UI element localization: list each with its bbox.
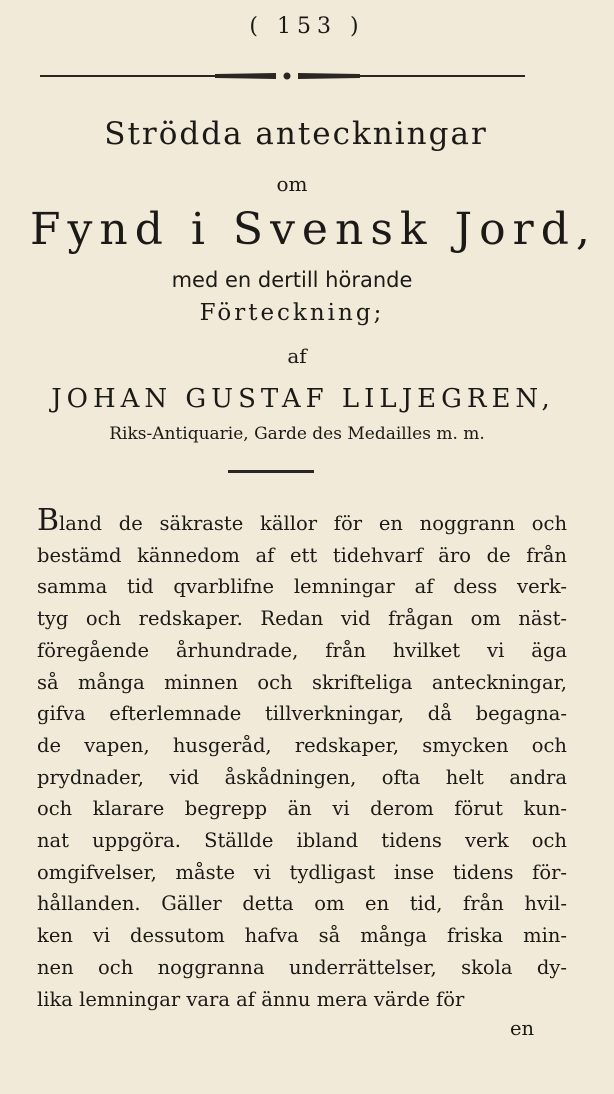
body-line: ken vi dessutom hafva så många friska min- <box>37 924 567 948</box>
catchword: en <box>510 1017 535 1040</box>
subtitle: med en dertill hörande <box>171 268 413 292</box>
decorative-rule <box>40 66 530 86</box>
title-om: om <box>276 172 308 196</box>
first-line-text: land de säkraste källor för en noggrann och <box>59 512 567 535</box>
body-line: föregående århundrade, från hvilket vi äga <box>37 638 567 662</box>
page-number: ( 153 ) <box>249 14 365 39</box>
body-line: så många minnen och skrifteliga anteckningar, <box>37 670 567 694</box>
author-name: JOHAN GUSTAF LILJEGREN, <box>51 384 555 414</box>
body-line: lika lemningar vara af ännu mera värde för <box>37 987 465 1011</box>
title-line-1: Strödda anteckningar <box>104 116 488 152</box>
byline-af: af <box>287 344 307 368</box>
body-line: samma tid qvarblifne lemningar af dess verk- <box>37 575 567 599</box>
body-line: bestämd kännedom af ett tidehvarf äro de från <box>37 543 567 567</box>
drop-cap: B <box>37 503 60 538</box>
section-divider <box>228 470 314 473</box>
subtitle-forteckning: Förteckning; <box>199 300 385 326</box>
body-line: de vapen, husgeråd, redskaper, smycken och <box>37 733 567 757</box>
body-text <box>37 503 567 1015</box>
author-title: Riks-Antiquarie, Garde des Medailles m. m. <box>109 424 485 444</box>
body-line: nen och noggranna underrättelser, skola dy- <box>37 955 567 979</box>
body-line: hållanden. Gäller detta om en tid, från hvil- <box>37 892 567 916</box>
body-line: prydnader, vid åskådningen, ofta helt andra <box>37 765 567 789</box>
body-line: gifva efterlemnade tillverkningar, då begagna- <box>37 702 567 726</box>
title-line-2: Fynd i Svensk Jord, <box>30 204 597 255</box>
body-line <box>37 503 567 540</box>
body-line: omgifvelser, måste vi tydligast inse tidens för- <box>37 860 567 884</box>
body-line: tyg och redskaper. Redan vid frågan om näst- <box>37 607 567 631</box>
body-line: och klarare begrepp än vi derom förut kun- <box>37 797 567 821</box>
body-line: nat uppgöra. Ställde ibland tidens verk och <box>37 829 567 853</box>
